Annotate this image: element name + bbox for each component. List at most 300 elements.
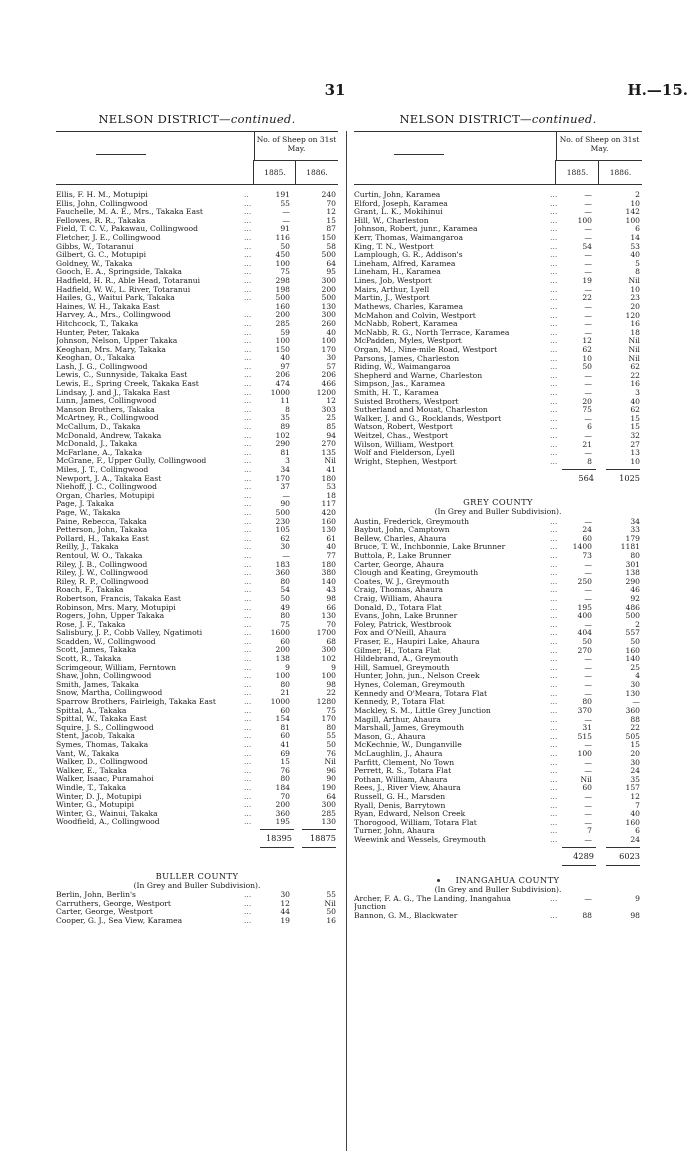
table-row [354,793,642,802]
row-value-1886: 1280 [316,697,336,707]
row-leader-dots: ... [550,301,558,311]
table-row [354,268,642,277]
row-value-1885: — [584,370,592,380]
table-row [56,526,338,535]
left-column [56,111,338,925]
table-row [56,629,338,638]
row-leader-dots: ... [244,525,252,535]
row-value-1886: 12 [630,792,640,801]
row-value-1885: 30 [280,542,290,552]
table-row [56,689,338,698]
table-row [56,621,338,630]
row-value-1886: 500 [321,293,336,303]
row-value-1885: — [584,310,592,320]
row-value-1885: 206 [275,370,290,380]
row-value-1885: 50 [280,593,290,603]
row-value-1886: 1181 [620,542,640,552]
row-name: Harvey, A., Mrs., Collingwood [56,311,171,320]
row-name: Rentoul, W. O., Takaka [56,551,143,560]
row-value-1886: 9 [635,893,640,903]
table-row [56,277,338,286]
table-row [56,715,338,724]
row-leader-dots: ... [244,404,252,414]
table-row [354,337,642,346]
bullet-mark [437,879,440,882]
row-value-1885: 150 [275,344,290,354]
row-value-1886: 6 [635,826,640,836]
row-value-1885: — [584,516,592,526]
inangahua-rows [354,895,642,921]
row-value-1885: — [584,662,592,672]
table-row [56,466,338,475]
row-value-1886: 142 [625,207,640,217]
row-value-1886: 50 [326,740,336,749]
row-leader-dots: ... [244,602,252,612]
table-row [354,655,642,664]
table-row [56,535,338,544]
row-value-1886: 15 [630,740,640,750]
table-row [354,912,642,921]
table-row [56,917,338,926]
row-value-1886: 130 [321,611,336,621]
table-row [56,200,338,209]
table-row [56,371,338,380]
row-value-1886: 10 [630,284,640,294]
row-value-1886: 7 [635,800,640,810]
left-district-title: NELSON DISTRICT—continued. [98,112,296,126]
row-leader-dots: ... [244,224,252,234]
row-name: Lash, J. G., Collingwood [56,362,148,371]
row-leader-dots: ... [550,680,558,690]
row-name: Walker, Isaac, Puramahoi [56,775,154,784]
row-leader-dots: ... [244,215,252,225]
table-row [354,277,642,286]
row-name: Winter, G., Motupipi [56,801,135,810]
row-value-1885: — [584,388,592,398]
table-row [56,217,338,226]
row-leader-dots: ... [550,310,558,320]
table-row [56,389,338,398]
row-name: Miles, J. T., Collingwood [56,466,149,474]
row-name: Reilly, J., Takaka [56,543,119,552]
row-name: Paine, Rebecca, Takaka [56,517,147,526]
row-value-1886: 157 [625,783,640,793]
table-row [56,595,338,604]
row-name: Perrett, R. S., Totara Flat [354,767,452,776]
row-value-1885: 474 [275,379,290,389]
row-value-1885: 49 [280,602,290,612]
row-value-1885: 515 [577,731,592,741]
row-value-1886: 22 [326,688,336,698]
row-value-1885: — [584,233,592,243]
row-leader-dots: ... [244,318,252,328]
row-value-1886: 77 [326,550,336,560]
row-name: Lunn, James, Collingwood [56,397,157,406]
row-leader-dots: ... [550,190,558,199]
row-value-1885: 80 [582,697,592,707]
row-value-1885: 184 [275,782,290,792]
row-value-1885: 10 [582,353,592,363]
table-row [354,802,642,811]
row-value-1886: 9 [331,662,336,672]
row-value-1885: — [584,267,592,277]
table-row [56,578,338,587]
row-value-1885: 69 [280,748,290,758]
row-leader-dots: ... [244,293,252,303]
row-value-1885: 44 [280,907,290,917]
table-row [354,320,642,329]
row-value-1885: 1600 [270,628,290,638]
right-year-1886: 1886. [598,160,642,185]
row-name: Shaw, John, Collingwood [56,672,152,681]
row-value-1886: 88 [630,714,640,724]
row-name: Sutherland and Mouat, Charleston [354,406,488,415]
row-leader-dots: ... [244,782,252,792]
row-value-1885: 50 [582,362,592,372]
table-row [354,535,642,544]
row-name: Hunter, John, jun., Nelson Creek [354,672,480,681]
table-row [354,286,642,295]
row-value-1886: 92 [630,593,640,603]
row-leader-dots: ... [244,907,252,917]
row-name: Mason, G., Ahaura [354,732,426,741]
row-value-1885: 100 [275,258,290,268]
row-leader-dots: ... [550,327,558,337]
row-name: Hill, W., Charleston [354,216,429,225]
table-row [354,690,642,699]
row-value-1886: 40 [630,250,640,260]
row-value-1886: 15 [326,215,336,225]
row-name: Bellew, Charles, Ahaura [354,534,447,543]
table-row [354,759,642,768]
row-value-1885: 400 [577,611,592,621]
row-leader-dots: ... [244,817,252,827]
row-name: Russell, G. H., Marsden [354,793,446,801]
row-name: McDonald, Andrew, Takaka [56,431,162,440]
table-row [56,681,338,690]
row-value-1886: 140 [625,654,640,664]
table-row [354,595,642,604]
row-leader-dots: ... [550,405,558,415]
row-leader-dots: ... [550,379,558,389]
row-name: Junction [354,903,387,912]
left-total-row [56,831,338,845]
row-value-1886: 95 [326,267,336,277]
left-total-1886: 18875 [309,832,336,843]
row-value-1885: 100 [577,748,592,758]
row-name: Gibbs, W., Totaranui [56,242,134,251]
row-name: McPadden, Myles, Westport [354,337,462,346]
row-value-1885: 54 [582,241,592,251]
row-leader-dots: ... [550,439,558,449]
row-leader-dots: ... [550,336,558,346]
row-value-1885: 100 [275,336,290,346]
table-row [354,750,642,759]
row-value-1886: 32 [630,431,640,441]
table-row [56,320,338,329]
row-value-1886: 96 [326,765,336,775]
row-name: Riley, J. W., Collingwood [56,569,149,578]
row-name: Rees, J., River View, Ahaura [354,784,461,793]
table-row [354,621,642,630]
row-value-1886: 180 [321,559,336,569]
row-leader-dots: ... [244,688,252,698]
row-value-1886: Nil [628,336,640,346]
row-value-1885: 195 [577,602,592,612]
row-value-1886: 557 [625,628,640,638]
row-leader-dots: ... [244,336,252,346]
row-value-1886: 130 [321,525,336,535]
row-leader-dots: ... [244,898,252,908]
row-value-1886: 206 [321,370,336,380]
grey-total-1885: 4289 [573,850,594,861]
row-value-1886: 102 [321,654,336,664]
row-name: Spittal, A., Takaka [56,706,127,715]
row-leader-dots: ... [244,232,252,242]
row-name: Riley, R. P., Collingwood [56,577,149,586]
row-value-1885: 15 [280,757,290,767]
row-name: Clough and Keating, Greymouth [354,569,479,578]
row-leader-dots: ... [244,447,252,457]
row-name: Archer, F. A. G., The Landing, Inangahua [354,894,511,903]
table-row [56,707,338,716]
row-name: Hunter, Peter, Takaka [56,328,140,337]
buller-rows [56,891,338,925]
row-leader-dots: ... [550,550,558,560]
row-value-1885: 62 [280,533,290,543]
row-name: Lineham, Alfred, Karamea [354,259,456,268]
row-value-1886: 170 [321,344,336,354]
row-value-1886: 40 [326,327,336,337]
row-value-1885: 24 [582,525,592,535]
row-value-1886: Nil [628,353,640,363]
row-name: Salisbury, J. P., Cobb Valley, Ngatimoti [56,629,203,638]
row-value-1885: 60 [280,705,290,715]
row-value-1886: 43 [326,585,336,595]
row-name: Kennedy and O'Meara, Totara Flat [354,689,488,698]
table-row [354,191,642,200]
row-leader-dots: ... [244,550,252,560]
row-value-1886: 3 [635,388,640,398]
row-name: Petterson, John, Takaka [56,526,148,535]
row-leader-dots: ... [550,910,558,920]
row-name: Weitzel, Chas., Westport [354,432,449,441]
table-row [354,698,642,707]
table-row [56,612,338,621]
row-value-1886: 300 [321,275,336,285]
row-leader-dots: ... [244,465,252,474]
row-value-1886: 16 [630,379,640,389]
row-leader-dots: ... [550,705,558,715]
row-value-1886: 301 [625,559,640,569]
row-value-1885: 80 [280,576,290,586]
row-value-1885: 500 [275,507,290,517]
row-leader-dots: ... [244,585,252,595]
right-district-title: NELSON DISTRICT—continued. [399,112,597,126]
row-name: Evans, John, Lake Brunner [354,612,458,621]
left-sheep-count-heading: No. of Sheep on 31st May. [254,132,338,160]
row-leader-dots: ... [550,688,558,698]
row-value-1886: 303 [321,404,336,414]
row-value-1886: Nil [628,344,640,354]
row-leader-dots: ... [550,276,558,286]
table-row [354,312,642,321]
row-leader-dots: ... [550,241,558,251]
row-value-1885: — [584,301,592,311]
table-row [354,672,642,681]
row-name: Turner, John, Ahaura [354,827,435,836]
row-value-1885: 90 [280,499,290,509]
row-value-1885: — [584,413,592,423]
row-value-1885: — [584,190,592,199]
row-value-1886: 505 [625,731,640,741]
row-value-1885: 75 [582,405,592,415]
table-row [354,895,642,904]
row-value-1885: — [584,757,592,767]
row-value-1885: 81 [280,722,290,732]
row-value-1885: 80 [280,774,290,784]
row-value-1886: 16 [326,915,336,925]
row-name: Parsons, James, Charleston [354,354,460,363]
row-value-1885: — [584,448,592,458]
row-leader-dots: ... [550,568,558,578]
row-value-1885: — [584,817,592,827]
table-row [354,767,642,776]
row-value-1886: 15 [630,422,640,432]
row-value-1885: 200 [275,800,290,810]
row-name: Parfitt, Clement, No Town [354,758,455,767]
table-row [354,664,642,673]
table-row [56,191,338,200]
row-value-1886: 40 [630,809,640,819]
table-row [56,638,338,647]
row-leader-dots: ... [550,576,558,586]
row-leader-dots: ... [550,533,558,543]
row-value-1886: 380 [321,568,336,578]
table-row [354,303,642,312]
row-value-1885: 81 [280,447,290,457]
table-row [56,208,338,217]
row-leader-dots: ... [244,671,252,681]
row-name: Page, W., Takaka [56,508,121,517]
row-value-1885: 88 [582,910,592,920]
table-row [56,423,338,432]
table-row [56,457,338,466]
table-row [354,836,642,845]
row-leader-dots: ... [550,740,558,750]
row-value-1885: 1400 [572,542,592,552]
row-value-1886: 40 [630,396,640,406]
row-leader-dots: ... [244,413,252,423]
row-name: Johnson, Robert, junr., Karamea [354,225,478,234]
table-row [56,311,338,320]
row-name: Ellis, F. H. M., Motupipi [56,191,148,199]
row-leader-dots: ... [244,473,252,483]
row-name: Bannon, G. M., Blackwater [354,911,458,920]
row-name: Page, J. Takaka [56,500,115,509]
row-leader-dots: ... [550,413,558,423]
row-name: Riley, J. B., Collingwood [56,560,148,569]
row-leader-dots: ... [244,422,252,432]
row-leader-dots: ... [550,559,558,569]
table-row [56,432,338,441]
row-value-1886: Nil [324,757,336,767]
row-name: Grant, L. K., Mokihinui [354,208,443,217]
row-leader-dots: ... [244,800,252,810]
row-leader-dots: ... [550,792,558,801]
table-row [354,449,642,458]
row-name: Austin, Frederick, Greymouth [354,517,470,526]
table-row [56,414,338,423]
row-name: Keoghan, O., Takaka [56,354,135,363]
row-leader-dots: ... [244,559,252,569]
table-row [56,380,338,389]
row-value-1885: 12 [280,898,290,908]
row-value-1885: 41 [280,740,290,749]
row-value-1886: Nil [628,276,640,286]
row-value-1885: 360 [275,568,290,578]
row-value-1885: — [282,490,290,500]
row-value-1885: 270 [577,645,592,655]
row-value-1885: 9 [285,662,290,672]
row-value-1886: 190 [321,782,336,792]
row-value-1885: 76 [280,765,290,775]
row-value-1886: — [632,697,640,707]
row-name: Marshall, James, Greymouth [354,724,465,733]
right-column [354,111,642,920]
row-leader-dots: ... [550,215,558,225]
row-name: Donald, D., Totara Flat [354,603,442,612]
row-value-1885: — [584,792,592,801]
row-value-1885: — [584,585,592,595]
row-name: Ryall, Denis, Barrytown [354,801,446,810]
row-leader-dots: ... [244,576,252,586]
row-value-1886: 66 [326,602,336,612]
row-leader-dots: ... [244,654,252,664]
row-value-1885: 50 [280,241,290,251]
row-leader-dots: ... [550,353,558,363]
row-leader-dots: ... [244,722,252,732]
row-name: Smith, James, Takaka [56,680,139,689]
row-leader-dots: ... [244,499,252,509]
row-value-1886: 240 [321,190,336,199]
row-name: McCallum, D., Takaka [56,423,141,432]
row-value-1885: — [584,800,592,810]
row-name: Berlin, John, Berlin's [56,890,136,899]
row-leader-dots: ... [244,516,252,526]
table-row [56,801,338,810]
row-value-1885: 80 [280,611,290,621]
table-row [56,586,338,595]
table-row [56,569,338,578]
table-row [56,604,338,613]
row-value-1885: — [584,327,592,337]
table-row [56,509,338,518]
row-value-1885: 500 [275,293,290,303]
row-value-1886: 62 [630,362,640,372]
row-value-1885: 250 [577,576,592,586]
row-leader-dots: ... [550,525,558,535]
row-value-1886: 466 [321,379,336,389]
row-leader-dots: ... [244,267,252,277]
row-value-1886: 76 [326,748,336,758]
row-value-1885: 200 [275,310,290,320]
row-value-1886: 360 [625,705,640,715]
row-value-1886: 300 [321,800,336,810]
row-value-1886: 8 [635,267,640,277]
table-row [354,208,642,217]
grey-county-subtitle: (In Grey and Buller Subdivision). [434,506,562,516]
